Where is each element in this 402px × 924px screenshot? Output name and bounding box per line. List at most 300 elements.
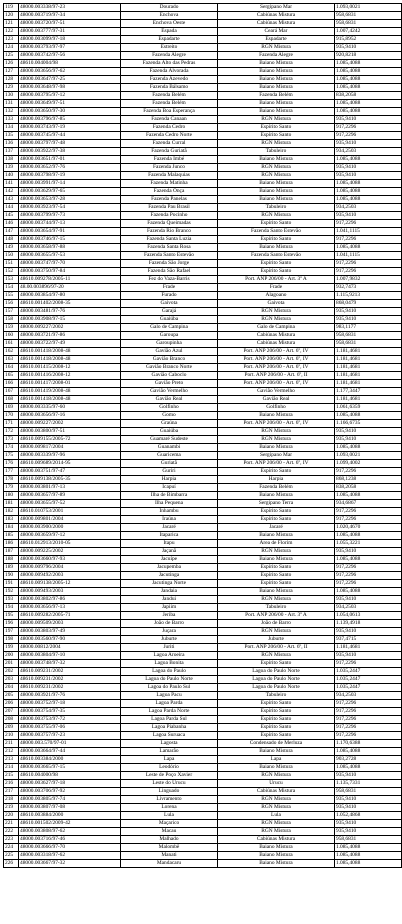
reference-stream-cell: Gavião Real xyxy=(218,396,335,404)
field-name-cell: Fazenda Onça xyxy=(121,188,218,196)
field-name-cell: Fez do Vaza-Barris xyxy=(121,276,218,284)
table-row xyxy=(4,268,402,276)
price-value-cell: 915,8952 xyxy=(335,36,402,44)
price-value-cell: 917,2296 xyxy=(335,260,402,268)
table-row xyxy=(4,236,402,244)
field-name-cell: Lagoa Pacu xyxy=(121,692,218,700)
process-number-cell: 48000.003795/97-12 xyxy=(19,92,121,100)
process-number-cell: 48610.009231/2002 xyxy=(19,684,121,692)
reference-stream-cell: Espírito Santo xyxy=(218,268,335,276)
field-name-cell: Jandui xyxy=(121,596,218,604)
field-name-cell: Gavião Vermelho xyxy=(121,388,218,396)
process-number-cell: 48000.003719/97-34 xyxy=(19,12,121,20)
reference-stream-cell: Espírito Santo xyxy=(218,660,335,668)
row-number-cell: 148 xyxy=(4,236,19,244)
row-number-cell: 191 xyxy=(4,580,19,588)
field-name-cell: Itaparica xyxy=(121,532,218,540)
field-name-cell: Ilha de Bimbarra xyxy=(121,492,218,500)
field-name-cell: Galo de Campina xyxy=(121,324,218,332)
reference-stream-cell: Juburte xyxy=(218,636,335,644)
price-value-cell: 917,2296 xyxy=(335,124,402,132)
field-name-cell: Garoupa xyxy=(121,332,218,340)
process-number-cell: 48000.003800/97-51 xyxy=(19,428,121,436)
reference-stream-cell: Port. ANP 206/00 - Art. 6º, II xyxy=(218,644,335,652)
price-value-cell: 917,2296 xyxy=(335,236,402,244)
table-row xyxy=(4,636,402,644)
row-number-cell: 163 xyxy=(4,356,19,364)
table-row xyxy=(4,492,402,500)
field-name-cell: Furado xyxy=(121,292,218,300)
reference-stream-cell: Baiano Mistura xyxy=(218,444,335,452)
reference-stream-cell: Baiano Mistura xyxy=(218,60,335,68)
field-name-cell: Linguado xyxy=(121,788,218,796)
process-number-cell: 48000.003706/97-92 xyxy=(19,788,121,796)
table-row xyxy=(4,788,402,796)
process-number-cell: 48000.003654/97-91 xyxy=(19,228,121,236)
table-row xyxy=(4,196,402,204)
row-number-cell: 220 xyxy=(4,812,19,820)
table-row xyxy=(4,292,402,300)
field-name-cell: Fazenda Panelas xyxy=(121,196,218,204)
process-number-cell: 48610.004000/98 xyxy=(19,772,121,780)
price-value-cell: 934,2503 xyxy=(335,692,402,700)
row-number-cell: 119 xyxy=(4,4,19,12)
row-number-cell: 176 xyxy=(4,460,19,468)
price-value-cell: 1.085,4088 xyxy=(335,532,402,540)
reference-stream-cell: Baiano Mistura xyxy=(218,244,335,252)
price-value-cell: 917,2296 xyxy=(335,716,402,724)
field-name-cell: Jeriba xyxy=(121,612,218,620)
process-number-cell: 48000.003481/97-76 xyxy=(19,308,121,316)
reference-stream-cell: Espírito Santo xyxy=(218,508,335,516)
process-number-cell: 48000.003755/97-06 xyxy=(19,724,121,732)
process-number-cell: 48610.003884/2000 xyxy=(19,812,121,820)
price-value-cell: 958,6831 xyxy=(335,836,402,844)
row-number-cell: 195 xyxy=(4,612,19,620)
reference-stream-cell: Tabuleiro xyxy=(218,148,335,156)
row-number-cell: 159 xyxy=(4,324,19,332)
process-number-cell: 48000.009227/2002 xyxy=(19,420,121,428)
reference-stream-cell: Jacaré xyxy=(218,524,335,532)
row-number-cell: 129 xyxy=(4,84,19,92)
process-number-cell: 48000.003751/97-47 xyxy=(19,468,121,476)
reference-stream-cell: Tabuleiro xyxy=(218,692,335,700)
table-row xyxy=(4,692,402,700)
reference-stream-cell: RGN Mistura xyxy=(218,44,335,52)
field-name-cell: Lagoa Piabanha xyxy=(121,724,218,732)
price-value-cell: 917,2296 xyxy=(335,660,402,668)
price-value-cell: 935,9410 xyxy=(335,652,402,660)
row-number-cell: 216 xyxy=(4,780,19,788)
row-number-cell: 139 xyxy=(4,164,19,172)
field-name-cell: Jacupemba xyxy=(121,564,218,572)
table-row xyxy=(4,724,402,732)
table-row xyxy=(4,652,402,660)
process-number-cell: 48000.003665/97-15 xyxy=(19,764,121,772)
reference-stream-cell: Condensado de Merluza xyxy=(218,740,335,748)
table-row xyxy=(4,732,402,740)
row-number-cell: 218 xyxy=(4,796,19,804)
row-number-cell: 224 xyxy=(4,844,19,852)
process-number-cell: 48000.003649/97-51 xyxy=(19,100,121,108)
reference-stream-cell: Espírito Santo xyxy=(218,220,335,228)
field-name-cell: Fazenda Belém xyxy=(121,100,218,108)
table-body xyxy=(4,4,402,868)
table-row xyxy=(4,364,402,372)
table-row xyxy=(4,628,402,636)
row-number-cell: 143 xyxy=(4,196,19,204)
process-number-cell: 48000.003659/97-12 xyxy=(19,532,121,540)
table-row xyxy=(4,708,402,716)
process-number-cell: 48000.003797/97-48 xyxy=(19,140,121,148)
table-row xyxy=(4,380,402,388)
reference-stream-cell: RGN Mistura xyxy=(218,828,335,836)
process-number-cell: 48000.003748/97-32 xyxy=(19,660,121,668)
row-number-cell: 141 xyxy=(4,180,19,188)
process-number-cell: 48000.003666/97-70 xyxy=(19,844,121,852)
row-number-cell: 124 xyxy=(4,44,19,52)
price-value-cell: 917,2296 xyxy=(335,572,402,580)
reference-stream-cell: RGN Mistura xyxy=(218,804,335,812)
reference-stream-cell: Port. ANP 206/00 - Art. 6º, IV xyxy=(218,420,335,428)
table-row xyxy=(4,460,402,468)
reference-stream-cell: Port. ANP 206/00 - Art. 6º, IV xyxy=(218,348,335,356)
field-name-cell: Lagoa Parda xyxy=(121,700,218,708)
process-number-cell: 48000.003746/97-15 xyxy=(19,236,121,244)
price-value-cell: 868,1238 xyxy=(335,476,402,484)
price-value-cell: 935,9410 xyxy=(335,596,402,604)
process-number-cell: 48610.001416/2008-12 xyxy=(19,372,121,380)
field-name-cell: Fazenda Azevedo xyxy=(121,76,218,84)
row-number-cell: 207 xyxy=(4,708,19,716)
table-row xyxy=(4,396,402,404)
table-row xyxy=(4,108,402,116)
process-number-cell: 48000.003804/97-10 xyxy=(19,652,121,660)
reference-stream-cell: Cabiúnas Mistura xyxy=(218,20,335,28)
field-name-cell: Fazenda Guriatã xyxy=(121,148,218,156)
price-value-cell: 934,2503 xyxy=(335,148,402,156)
price-value-cell: 1.085,4088 xyxy=(335,860,402,868)
reference-stream-cell: Baiano Mistura xyxy=(218,100,335,108)
table-row xyxy=(4,116,402,124)
reference-stream-cell: Espírito Santo xyxy=(218,124,335,132)
process-number-cell: 48000.009492/2003 xyxy=(19,572,121,580)
process-number-cell: 48.00.003896/97-20 xyxy=(19,284,121,292)
field-name-cell: Garajá xyxy=(121,308,218,316)
process-number-cell: 48610.009138/2005-12 xyxy=(19,580,121,588)
reference-stream-cell: Lagoa do Paulo Norte xyxy=(218,668,335,676)
row-number-cell: 225 xyxy=(4,852,19,860)
process-number-cell: 48610.001418/2008-48 xyxy=(19,396,121,404)
price-value-cell: 983,1177 xyxy=(335,324,402,332)
field-name-cell: Fazenda Alegre xyxy=(121,52,218,60)
reference-stream-cell: Port. ANP 206/00 - Art. 6º, IV xyxy=(218,380,335,388)
table-row xyxy=(4,532,402,540)
process-number-cell: 48000.003802/97-86 xyxy=(19,596,121,604)
process-number-cell: 48000.003656/97-16 xyxy=(19,412,121,420)
reference-stream-cell: Área de Florim xyxy=(218,540,335,548)
table-row xyxy=(4,740,402,748)
table-row xyxy=(4,132,402,140)
reference-stream-cell: RGN Mistura xyxy=(218,436,335,444)
process-number-cell: 48000.009509/2003 xyxy=(19,620,121,628)
field-name-cell: Fazenda Belém xyxy=(121,92,218,100)
price-value-cell: 1.035,2447 xyxy=(335,668,402,676)
table-row xyxy=(4,620,402,628)
table-row xyxy=(4,524,402,532)
process-number-cell: 48610.001418/2008-48 xyxy=(19,356,121,364)
field-name-cell: Macau xyxy=(121,828,218,836)
field-name-cell: Harpia xyxy=(121,476,218,484)
price-value-cell: 935,9410 xyxy=(335,436,402,444)
table-row xyxy=(4,76,402,84)
process-number-cell: 48000.003923/97-54 xyxy=(19,204,121,212)
process-number-cell: 48610.009278/2005-11 xyxy=(19,276,121,284)
process-number-cell: 48000.003722/97-49 xyxy=(19,340,121,348)
reference-stream-cell: RGN Mistura xyxy=(218,308,335,316)
table-row xyxy=(4,388,402,396)
process-number-cell: 48000.003656/97-13 xyxy=(19,604,121,612)
process-number-cell: 48000.003796/97-85 xyxy=(19,116,121,124)
row-number-cell: 208 xyxy=(4,716,19,724)
price-value-cell: 1.099,4002 xyxy=(335,460,402,468)
price-value-cell: 932,7473 xyxy=(335,284,402,292)
process-number-cell: 48000.003650/97-30 xyxy=(19,108,121,116)
process-number-cell: 48610.012913/2010-05 xyxy=(19,540,121,548)
reference-stream-cell: Espírito Santo xyxy=(218,572,335,580)
process-number-cell: 48000.003801/97-13 xyxy=(19,484,121,492)
price-value-cell: 1.181,4681 xyxy=(335,372,402,380)
row-number-cell: 155 xyxy=(4,292,19,300)
field-name-cell: Frade xyxy=(121,284,218,292)
process-number-cell: 48000.003803/97-49 xyxy=(19,628,121,636)
table-row xyxy=(4,716,402,724)
field-name-cell: Espadarte xyxy=(121,36,218,44)
process-number-cell: 48000.003777/97-31 xyxy=(19,28,121,36)
table-row xyxy=(4,676,402,684)
reference-stream-cell: Cabiúnas Mistura xyxy=(218,788,335,796)
table-row xyxy=(4,332,402,340)
table-row xyxy=(4,260,402,268)
reference-stream-cell: Port. ANP 206/00 - Art. 3º A xyxy=(218,276,335,284)
table-row xyxy=(4,516,402,524)
table-row xyxy=(4,316,402,324)
price-value-cell: 1.035,2447 xyxy=(335,676,402,684)
field-name-cell: Fazenda Cedro Norte xyxy=(121,132,218,140)
reference-stream-cell: Baiano Mistura xyxy=(218,764,335,772)
reference-stream-cell: Espírito Santo xyxy=(218,260,335,268)
field-name-cell: Fazenda Pocinho xyxy=(121,212,218,220)
row-number-cell: 138 xyxy=(4,156,19,164)
field-name-cell: Fazenda Alvorada xyxy=(121,68,218,76)
field-name-cell: Jacutinga Norte xyxy=(121,580,218,588)
row-number-cell: 203 xyxy=(4,676,19,684)
reference-stream-cell: Port. ANP 206/00 - Art. 3º A xyxy=(218,612,335,620)
row-number-cell: 150 xyxy=(4,252,19,260)
process-number-cell: 48610.009231/2002 xyxy=(19,668,121,676)
reference-stream-cell: RGN Mistura xyxy=(218,772,335,780)
row-number-cell: 221 xyxy=(4,820,19,828)
reference-stream-cell: Espírito Santo xyxy=(218,724,335,732)
table-row xyxy=(4,756,402,764)
process-number-cell: 48000.003657/97-89 xyxy=(19,492,121,500)
field-name-cell: Juriti xyxy=(121,644,218,652)
price-value-cell: 935,9410 xyxy=(335,772,402,780)
row-number-cell: 130 xyxy=(4,92,19,100)
process-number-cell: 48000.003655/97-52 xyxy=(19,500,121,508)
row-number-cell: 170 xyxy=(4,412,19,420)
field-name-cell: Lula xyxy=(121,812,218,820)
table-row xyxy=(4,604,402,612)
reference-stream-cell: Lapa xyxy=(218,756,335,764)
row-number-cell: 146 xyxy=(4,220,19,228)
process-number-cell: 48000.003648/97-98 xyxy=(19,84,121,92)
field-name-cell: Lagoa do Paulo xyxy=(121,668,218,676)
table-row xyxy=(4,700,402,708)
process-number-cell: 48000.009817/2004 xyxy=(19,444,121,452)
reference-stream-cell: Espadarte xyxy=(218,36,335,44)
table-row xyxy=(4,748,402,756)
price-value-cell: 935,9410 xyxy=(335,548,402,556)
process-number-cell: 48610.001418/2008-48 xyxy=(19,348,121,356)
process-number-cell: 48000.003664/97-44 xyxy=(19,748,121,756)
row-number-cell: 181 xyxy=(4,500,19,508)
field-name-cell: Lagoa Suruaca xyxy=(121,732,218,740)
reference-stream-cell: RGN Mistura xyxy=(218,652,335,660)
row-number-cell: 223 xyxy=(4,836,19,844)
field-name-cell: Lagoa Bonita xyxy=(121,660,218,668)
process-number-cell: 48610.009282/2005-71 xyxy=(19,612,121,620)
row-number-cell: 180 xyxy=(4,492,19,500)
field-name-cell: Gomo xyxy=(121,412,218,420)
price-value-cell: 1.115,9213 xyxy=(335,292,402,300)
price-value-cell: 1.085,4088 xyxy=(335,156,402,164)
row-number-cell: 169 xyxy=(4,404,19,412)
field-name-cell: Fazenda Alto das Pedras xyxy=(121,60,218,68)
price-value-cell: 1.181,4681 xyxy=(335,356,402,364)
reference-stream-cell: Baiano Mistura xyxy=(218,532,335,540)
row-number-cell: 209 xyxy=(4,724,19,732)
table-row xyxy=(4,556,402,564)
field-name-cell: Gavião Caboclo xyxy=(121,372,218,380)
row-number-cell: 204 xyxy=(4,684,19,692)
row-number-cell: 153 xyxy=(4,276,19,284)
process-number-cell: 48000.003338/97-23 xyxy=(19,4,121,12)
table-row xyxy=(4,580,402,588)
process-number-cell: 48000.003651/97-01 xyxy=(19,156,121,164)
process-number-cell: 48000.003335/97-60 xyxy=(19,404,121,412)
table-row xyxy=(4,844,402,852)
table-row xyxy=(4,356,402,364)
price-value-cell: 1.020,4670 xyxy=(335,524,402,532)
row-number-cell: 133 xyxy=(4,116,19,124)
reference-stream-cell: Sergipano Mar xyxy=(218,452,335,460)
row-number-cell: 167 xyxy=(4,388,19,396)
price-value-cell: 917,2296 xyxy=(335,580,402,588)
table-row xyxy=(4,860,402,868)
price-value-cell: 917,2296 xyxy=(335,724,402,732)
row-number-cell: 196 xyxy=(4,620,19,628)
field-name-cell: Maçarico xyxy=(121,820,218,828)
field-name-cell: Itapu xyxy=(121,540,218,548)
field-name-cell: Guaricema xyxy=(121,452,218,460)
row-number-cell: 142 xyxy=(4,188,19,196)
table-row xyxy=(4,244,402,252)
row-number-cell: 175 xyxy=(4,452,19,460)
field-name-cell: Iraúna xyxy=(121,516,218,524)
table-row xyxy=(4,12,402,20)
reference-stream-cell: Baiano Mistura xyxy=(218,844,335,852)
row-number-cell: 166 xyxy=(4,380,19,388)
field-name-cell: Jacutinga xyxy=(121,572,218,580)
process-number-cell: 48000.003753/97-72 xyxy=(19,716,121,724)
price-value-cell: 1.139,4918 xyxy=(335,620,402,628)
price-value-cell: 868,0479 xyxy=(335,300,402,308)
field-name-cell: Gavião Real xyxy=(121,396,218,404)
reference-stream-cell: Fazenda Santo Estevão xyxy=(218,228,335,236)
row-number-cell: 194 xyxy=(4,604,19,612)
row-number-cell: 219 xyxy=(4,804,19,812)
reference-stream-cell: RGN Mistura xyxy=(218,628,335,636)
table-row xyxy=(4,156,402,164)
reference-stream-cell: Baiano Mistura xyxy=(218,188,335,196)
field-name-cell: Fazenda Cedro xyxy=(121,124,218,132)
table-row xyxy=(4,20,402,28)
field-name-cell: Gaivota xyxy=(121,300,218,308)
price-value-cell: 917,2296 xyxy=(335,268,402,276)
table-row xyxy=(4,36,402,44)
table-row xyxy=(4,228,402,236)
row-number-cell: 179 xyxy=(4,484,19,492)
price-value-cell: 920,8218 xyxy=(335,52,402,60)
row-number-cell: 168 xyxy=(4,396,19,404)
row-number-cell: 226 xyxy=(4,860,19,868)
price-value-cell: 937,4715 xyxy=(335,636,402,644)
table-row xyxy=(4,204,402,212)
reference-stream-cell: Sergipano Terra xyxy=(218,500,335,508)
reference-stream-cell: Urucu xyxy=(218,780,335,788)
field-name-cell: Guanambi xyxy=(121,444,218,452)
field-name-cell: Estreito xyxy=(121,44,218,52)
reference-stream-cell: Baiano Mistura xyxy=(218,156,335,164)
process-number-cell: 48000.003653/97-28 xyxy=(19,196,121,204)
field-name-cell: Fazenda Malaquias xyxy=(121,172,218,180)
row-number-cell: 136 xyxy=(4,140,19,148)
table-row xyxy=(4,188,402,196)
process-number-cell: 48610.009155/2005-72 xyxy=(19,436,121,444)
price-value-cell: 958,6831 xyxy=(335,12,402,20)
price-value-cell: 1.085,4088 xyxy=(335,60,402,68)
table-row xyxy=(4,68,402,76)
price-value-cell: 1.085,4088 xyxy=(335,180,402,188)
process-number-cell: 48000.003900/2000 xyxy=(19,524,121,532)
reference-stream-cell: RGN Mistura xyxy=(218,164,335,172)
row-number-cell: 135 xyxy=(4,132,19,140)
reference-stream-cell: Baiano Mistura xyxy=(218,196,335,204)
price-value-cell: 1.181,4681 xyxy=(335,644,402,652)
field-name-cell: Ilha Pequena xyxy=(121,500,218,508)
reference-stream-cell: Fazenda Santo Estevão xyxy=(218,252,335,260)
price-value-cell: 1.093,0021 xyxy=(335,452,402,460)
field-name-cell: Lagoa do Paulo Norte xyxy=(121,676,218,684)
field-name-cell: Leodório xyxy=(121,764,218,772)
table-row xyxy=(4,284,402,292)
process-number-cell: 48000.003854/97-80 xyxy=(19,292,121,300)
table-row xyxy=(4,836,402,844)
price-value-cell: 1.085,4088 xyxy=(335,444,402,452)
row-number-cell: 217 xyxy=(4,788,19,796)
reference-stream-cell: Baiano Mistura xyxy=(218,748,335,756)
